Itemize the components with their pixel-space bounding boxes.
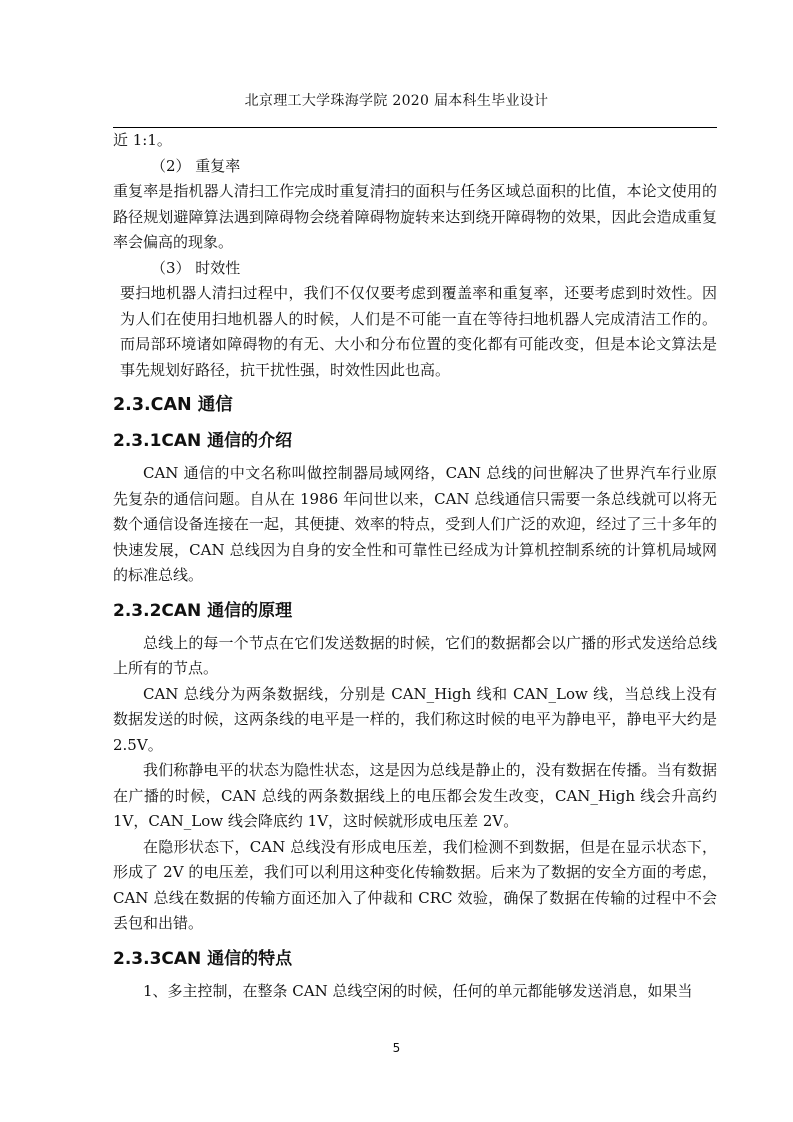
list-item-title: （3） 时效性 [151,258,241,277]
section-heading: 2.3.CAN 通信 [113,395,233,415]
paragraph-continuation: 近 1:1。 [113,131,172,149]
subsection-heading: 2.3.3CAN 通信的特点 [113,948,293,969]
paragraph: 总线上的每一个节点在它们发送数据的时候，它们的数据都会以广播的形式发送给总线上所有的节点。 [113,633,717,677]
document-body [113,128,717,1004]
paragraph: 要扫地机器人清扫过程中，我们不仅仅要考虑到覆盖率和重复率，还要考虑到时效性。因为人们在使用扫地机器人的时候，人们是不可能一直在等待扫地机器人完成清洁工作的。而局部环境诸如障碍物的有无、大小和分布位置的变化都有可能改变，但是本论文算法是事先规划好路径，抗干扰性强，时效性因此也高。 [120,284,717,379]
page-number: 5 [392,1041,401,1055]
paragraph: CAN 总线分为两条数据线，分别是 CAN_High 线和 CAN_Low 线，当总线上没有数据发送的时候，这两条线的电平是一样的，我们称这时候的电平为静电平，静电平大约是 2.5V。 [113,684,717,754]
paragraph: 在隐形状态下，CAN 总线没有形成电压差，我们检测不到数据，但是在显示状态下，形成了 2V 的电压差，我们可以利用这种变化传输数据。后来为了数据的安全方面的考虑，CAN 总线在数据的传输方面还加入了仲裁和 CRC 效验，确保了数据在传输的过程中不会丢包和出错。 [113,837,717,932]
page-header: 北京理工大学珠海学院 2020 届本科生毕业设计 [244,93,549,109]
subsection-heading: 2.3.2CAN 通信的原理 [113,600,293,621]
paragraph: CAN 通信的中文名称叫做控制器局域网络，CAN 总线的问世解决了世界汽车行业原先复杂的通信问题。自从在 1986 年问世以来，CAN 总线通信只需要一条总线就可以将无数个通信设备连接在一起，其便捷、效率的特点，受到人们广泛的欢迎，经过了三十多年的快速发展，CAN 总线因为自身的安全性和可靠性已经成为计算机控制系统的计算机局域网的标准总线。 [113,464,717,584]
subsection-heading: 2.3.1CAN 通信的介绍 [113,431,293,451]
list-item-title: （2） 重复率 [151,156,241,175]
paragraph: 1、多主控制，在整条 CAN 总线空闲的时候，任何的单元都能够发送消息，如果当 [143,981,693,1000]
paragraph: 我们称静电平的状态为隐性状态，这是因为总线是静止的，没有数据在传播。当有数据在广播的时候，CAN 总线的两条数据线上的电压都会发生改变，CAN_High 线会升高约 1V，CAN_Low 线会降底约 1V，这时候就形成电压差 2V。 [113,761,717,830]
paragraph: 重复率是指机器人清扫工作完成时重复清扫的面积与任务区域总面积的比值，本论文使用的路径规划避障算法遇到障碍物会绕着障碍物旋转来达到绕开障碍物的效果，因此会造成重复率会偏高的现象。 [113,182,717,251]
